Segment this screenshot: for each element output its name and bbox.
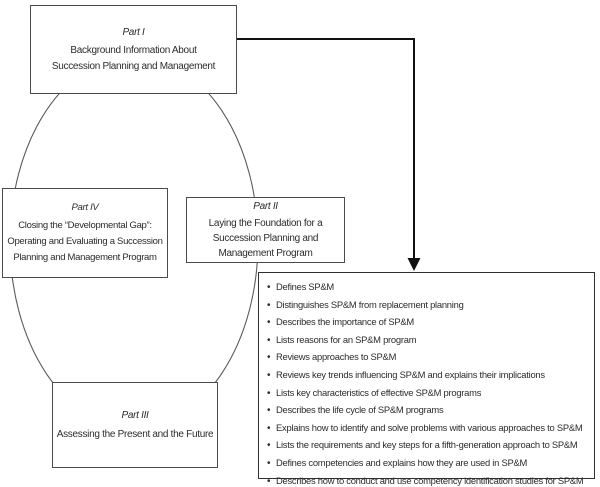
list-item-text: Defines competencies and explains how they are used in SP&M bbox=[276, 456, 528, 468]
part2-line: Succession Planning and bbox=[212, 233, 319, 244]
list-item bbox=[267, 437, 590, 455]
part4-title: Part IV bbox=[71, 202, 99, 213]
list-item bbox=[267, 455, 590, 473]
bullet-icon: • bbox=[267, 457, 271, 469]
list-item-text: Lists key characteristics of effective SP&M programs bbox=[276, 386, 482, 398]
list-item-text: Defines SP&M bbox=[276, 281, 334, 292]
list-item bbox=[267, 402, 590, 420]
bullet-icon: • bbox=[267, 317, 271, 329]
bullet-icon: • bbox=[267, 440, 271, 452]
bullet-icon: • bbox=[267, 387, 271, 399]
part4-line: Operating and Evaluating a Succession bbox=[7, 236, 163, 247]
bullet-icon: • bbox=[267, 422, 271, 434]
part4-box bbox=[2, 188, 168, 278]
part2-title: Part II bbox=[253, 201, 278, 212]
part1-box bbox=[30, 5, 237, 94]
list-item-text: Describes how to conduct and use competency identification studies for SP&M bbox=[276, 474, 584, 486]
flow-arrowhead-icon bbox=[408, 258, 421, 271]
part4-line: Closing the “Developmental Gap”: bbox=[18, 220, 152, 231]
list-item bbox=[267, 279, 590, 297]
list-item-text: Distinguishes SP&M from replacement planning bbox=[276, 298, 464, 310]
bullet-icon: • bbox=[267, 282, 271, 293]
bullet-icon: • bbox=[267, 334, 271, 346]
part3-line: Assessing the Present and the Future bbox=[56, 429, 214, 440]
part1-line: Succession Planning and Management bbox=[51, 60, 216, 72]
list-item bbox=[267, 385, 590, 403]
part4-line: Planning and Management Program bbox=[13, 252, 157, 263]
bullet-icon: • bbox=[267, 369, 271, 381]
part1-contents-box bbox=[258, 272, 595, 487]
bullet-icon: • bbox=[267, 475, 271, 487]
list-item bbox=[267, 420, 590, 438]
list-item bbox=[267, 297, 590, 315]
list-item-text: Lists the requirements and key steps for a fifth-generation approach to SP&M bbox=[276, 439, 578, 451]
list-item bbox=[267, 473, 590, 487]
list-item-text: Lists reasons for an SP&M program bbox=[276, 333, 417, 345]
part2-line: Laying the Foundation for a bbox=[208, 218, 323, 229]
list-item-text: Reviews key trends influencing SP&M and explains their implications bbox=[276, 368, 545, 380]
bullet-icon: • bbox=[267, 405, 271, 417]
list-item bbox=[267, 332, 590, 350]
list-item-text: Reviews approaches to SP&M bbox=[276, 351, 397, 363]
list-item bbox=[267, 367, 590, 385]
list-item-text: Describes the importance of SP&M bbox=[276, 316, 414, 328]
part3-title: Part III bbox=[121, 410, 149, 421]
list-item-text: Explains how to identify and solve problems with various approaches to SP&M bbox=[276, 421, 583, 433]
bullet-icon: • bbox=[267, 352, 271, 364]
list-item bbox=[267, 314, 590, 332]
list-item-text: Describes the life cycle of SP&M programs bbox=[276, 404, 444, 416]
bullet-icon: • bbox=[267, 299, 271, 311]
part1-contents-list bbox=[267, 279, 590, 487]
part2-line: Management Program bbox=[218, 248, 313, 259]
part1-title: Part I bbox=[122, 26, 145, 38]
list-item bbox=[267, 349, 590, 367]
part1-line: Background Information About bbox=[70, 44, 197, 56]
part3-box bbox=[52, 382, 218, 468]
part2-box bbox=[186, 197, 345, 263]
